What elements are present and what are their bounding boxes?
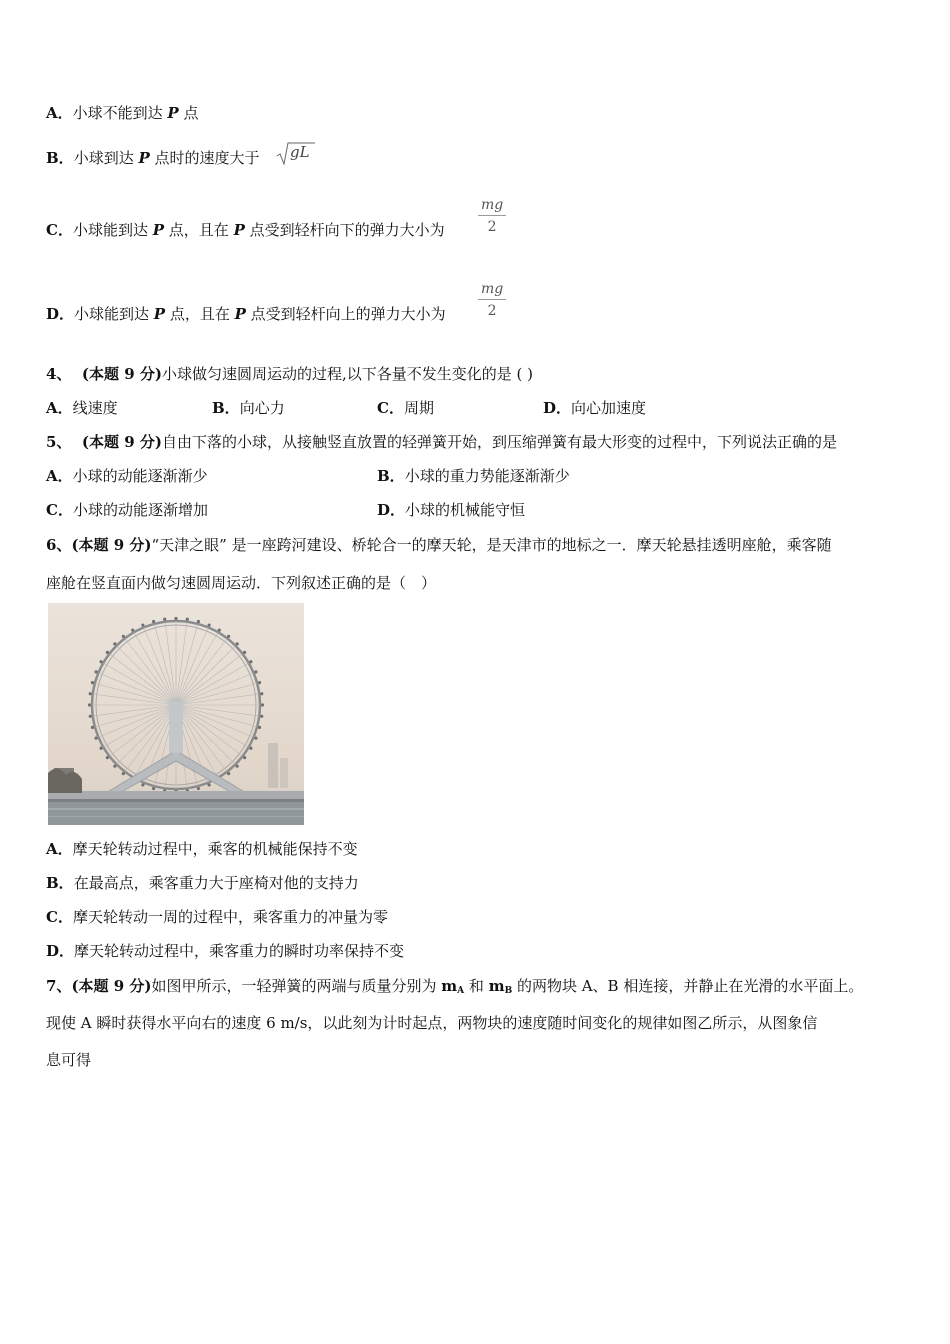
q7-stem-line-2: 现使 A 瞬时获得水平向右的速度 6 m/s，以此刻为计时起点，两物块的速度随时间变化的规律如图乙所示，从图象信 [46,1014,818,1032]
q6-option-c: C．摩天轮转动一周的过程中，乘客重力的冲量为零 [46,908,388,926]
option-label: B． [46,149,74,167]
q7-stem-line-1: 7、(本题 9 分)如图甲所示，一轻弹簧的两端与质量分别为 $m_A$ 和 $m_B$ 的两物块 A、B 相连接，并静止在光滑的水平面上。 [46,977,864,996]
q6-option-b: B．在最高点，乘客重力大于座椅对他的支持力 [46,874,359,892]
option-label: D． [46,305,75,323]
q4-option-d: D．向心加速度 [543,399,647,417]
q4-option-b: B．向心力 [212,399,285,417]
q6-stem-line-2: 座舱在竖直面内做匀速圆周运动．下列叙述正确的是（ ） [46,574,437,592]
option-label: C． [46,221,73,239]
q3-option-d: D．小球能到达 P 点，且在 P 点受到轻杆向上的弹力大小为 [46,305,446,323]
ferris-wheel-illustration [48,603,304,825]
ferris-wheel-photo [48,603,304,825]
q5-stem: 5、 (本题 9 分)自由下落的小球，从接触竖直放置的轻弹簧开始，到压缩弹簧有最大形变的过程中，下列说法正确的是 [46,433,837,451]
q4-option-a: A．线速度 [46,399,118,417]
q5-option-a: A．小球的动能逐渐渐少 [46,467,208,485]
option-label: A． [46,104,73,122]
q6-option-a: A．摩天轮转动过程中，乘客的机械能保持不变 [46,840,358,858]
q3-option-a: A．小球不能到达 P 点 [46,104,199,122]
q5-option-c: C．小球的动能逐渐增加 [46,501,208,519]
q6-stem-line-1: 6、(本题 9 分)“天津之眼” 是一座跨河建设、桥轮合一的摩天轮，是天津市的地标之一．摩天轮悬挂透明座舱，乘客随 [46,536,832,554]
q4-stem: 4、 (本题 9 分)小球做匀速圆周运动的过程,以下各量不发生变化的是 ( ) [46,365,533,383]
q6-option-d: D．摩天轮转动过程中，乘客重力的瞬时功率保持不变 [46,942,405,960]
q3-option-b: B．小球到达 P 点时的速度大于 [46,149,260,167]
q3-option-c: C．小球能到达 P 点，且在 P 点受到轻杆向下的弹力大小为 [46,221,445,239]
fraction-mg-over-2: $\frac{mg}{2}$ [478,281,506,319]
fraction-mg-over-2: $\frac{mg}{2}$ [478,197,506,235]
q4-option-c: C．周期 [377,399,434,417]
q7-stem-line-3: 息可得 [46,1051,92,1069]
q5-option-d: D．小球的机械能守恒 [377,501,526,519]
q5-option-b: B．小球的重力势能逐渐渐少 [377,467,570,485]
